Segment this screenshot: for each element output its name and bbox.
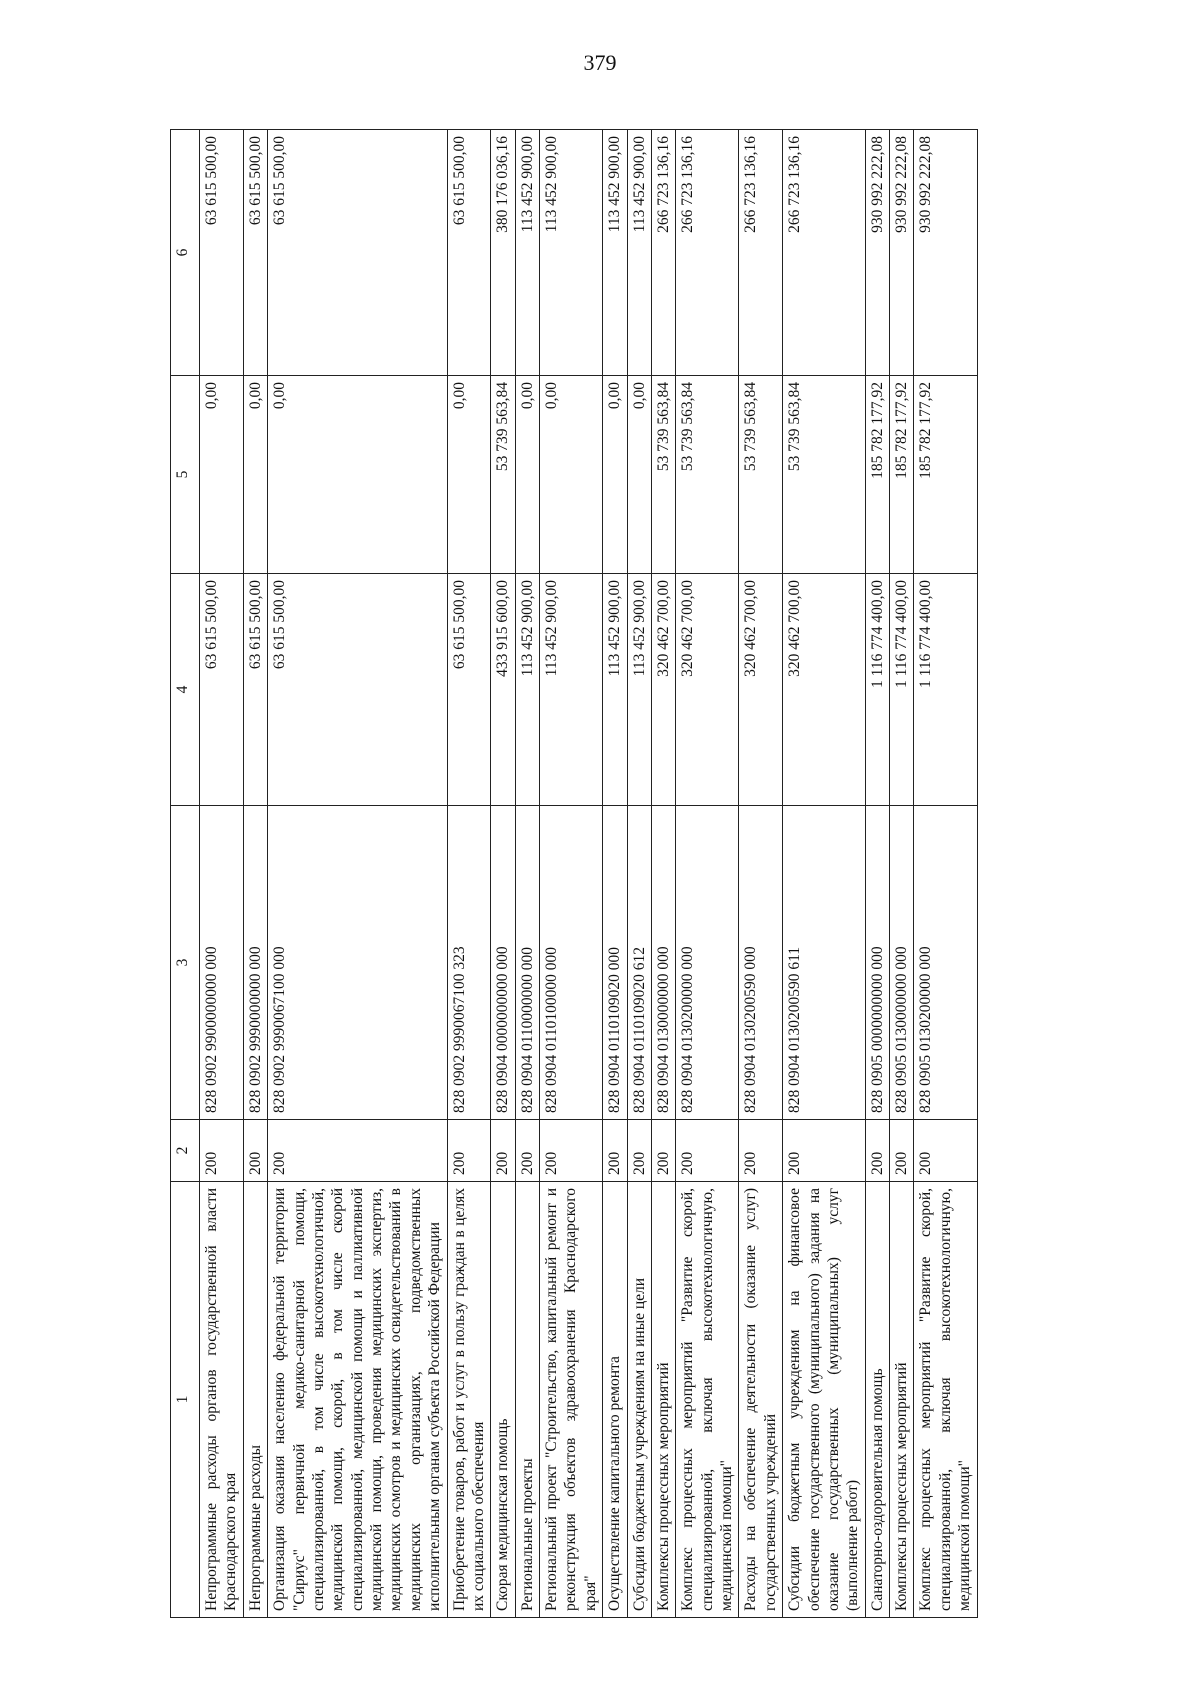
row-code-cell: 828 0902 9990067100 323 (447, 806, 491, 1120)
row-column-2-cell: 200 (540, 1120, 603, 1182)
row-name-cell: Санаторно-оздоровительная помощь (865, 1182, 889, 1618)
row-column-2-cell: 200 (243, 1120, 267, 1182)
row-change-cell: 0,00 (627, 376, 651, 574)
row-amount-cell: 1 116 774 400,00 (914, 574, 977, 806)
row-amount-cell: 113 452 900,00 (515, 574, 539, 806)
table-row (676, 130, 739, 1618)
row-code-cell: 828 0904 0000000000 000 (491, 806, 515, 1120)
row-column-2-cell: 200 (890, 1120, 914, 1182)
header-row (171, 130, 200, 1618)
row-name-cell: Непрограммные расходы органов государственной власти Краснодарского края (200, 1182, 244, 1618)
row-column-2-cell: 200 (914, 1120, 977, 1182)
row-amount-cell: 1 116 774 400,00 (890, 574, 914, 806)
row-total-cell: 113 452 900,00 (540, 130, 603, 376)
table-row (890, 130, 914, 1618)
row-amount-cell: 63 615 500,00 (447, 574, 491, 806)
page-number: 379 (583, 50, 617, 75)
row-name-cell: Непрограммные расходы (243, 1182, 267, 1618)
row-name-cell: Осуществление капитального ремонта (603, 1182, 627, 1618)
row-change-cell: 0,00 (243, 376, 267, 574)
row-amount-cell: 63 615 500,00 (200, 574, 244, 806)
row-total-cell: 113 452 900,00 (627, 130, 651, 376)
header-cell: 4 (171, 574, 200, 806)
table-row (783, 130, 866, 1618)
header-cell: 3 (171, 806, 200, 1120)
row-change-cell: 0,00 (515, 376, 539, 574)
row-change-cell: 185 782 177,92 (890, 376, 914, 574)
table-row (447, 130, 491, 1618)
row-name-cell: Субсидии бюджетным учреждениям на иные цели (627, 1182, 651, 1618)
row-column-2-cell: 200 (603, 1120, 627, 1182)
row-code-cell: 828 0904 0110109020 000 (603, 806, 627, 1120)
table-row (491, 130, 515, 1618)
row-name-cell: Комплексы процессных мероприятий (890, 1182, 914, 1618)
row-change-cell: 185 782 177,92 (914, 376, 977, 574)
row-column-2-cell: 200 (268, 1120, 447, 1182)
row-total-cell: 930 992 222,08 (914, 130, 977, 376)
row-column-2-cell: 200 (651, 1120, 675, 1182)
row-amount-cell: 1 116 774 400,00 (865, 574, 889, 806)
row-amount-cell: 113 452 900,00 (627, 574, 651, 806)
row-column-2-cell: 200 (447, 1120, 491, 1182)
row-total-cell: 380 176 036,16 (491, 130, 515, 376)
row-name-cell: Субсидии бюджетным учреждениям на финансовое обеспечение государственного (муниципального) задания на оказание государственных (муниципальных) услуг (выполнение работ) (783, 1182, 866, 1618)
row-column-2-cell: 200 (200, 1120, 244, 1182)
row-code-cell: 828 0905 0130200000 000 (914, 806, 977, 1120)
table-row (627, 130, 651, 1618)
row-code-cell: 828 0902 9990000000 000 (243, 806, 267, 1120)
row-total-cell: 930 992 222,08 (890, 130, 914, 376)
row-amount-cell: 113 452 900,00 (603, 574, 627, 806)
row-code-cell: 828 0902 9990067100 000 (268, 806, 447, 1120)
header-cell: 6 (171, 130, 200, 376)
row-amount-cell: 320 462 700,00 (651, 574, 675, 806)
row-total-cell: 266 723 136,16 (783, 130, 866, 376)
row-name-cell: Приобретение товаров, работ и услуг в пользу граждан в целях их социального обеспечения (447, 1182, 491, 1618)
row-name-cell: Региональный проект "Строительство, капитальный ремонт и реконструкция объектов здравоохранения Краснодарского края" (540, 1182, 603, 1618)
row-column-2-cell: 200 (515, 1120, 539, 1182)
table-row (243, 130, 267, 1618)
header-cell: 2 (171, 1120, 200, 1182)
row-change-cell: 53 739 563,84 (676, 376, 739, 574)
row-change-cell: 0,00 (603, 376, 627, 574)
row-total-cell: 63 615 500,00 (268, 130, 447, 376)
row-total-cell: 63 615 500,00 (200, 130, 244, 376)
row-code-cell: 828 0905 0130000000 000 (890, 806, 914, 1120)
row-change-cell: 53 739 563,84 (651, 376, 675, 574)
row-code-cell: 828 0904 0130200590 000 (739, 806, 783, 1120)
row-amount-cell: 320 462 700,00 (783, 574, 866, 806)
budget-table (170, 129, 978, 1618)
row-code-cell: 828 0904 0110109020 612 (627, 806, 651, 1120)
table-row (651, 130, 675, 1618)
row-code-cell: 828 0904 0130200590 611 (783, 806, 866, 1120)
row-change-cell: 53 739 563,84 (491, 376, 515, 574)
row-change-cell: 53 739 563,84 (783, 376, 866, 574)
row-amount-cell: 433 915 600,00 (491, 574, 515, 806)
row-name-cell: Организация оказания населению федеральной территории "Сириус" первичной медико-санитарной помощи, специализированной, в том числе высокотехнологичной, медицинской помощи, скорой, в том числе скорой специализированной, медицинской помощи и паллиативной медицинской помощи, проведения медицинских экспертиз, медицинских осмотров и медицинских освидетельствований в медицинских организациях, подведомственных исполнительным органам субъекта Российской Федерации (268, 1182, 447, 1618)
row-column-2-cell: 200 (627, 1120, 651, 1182)
table-row (200, 130, 244, 1618)
table-row (540, 130, 603, 1618)
row-column-2-cell: 200 (865, 1120, 889, 1182)
row-total-cell: 266 723 136,16 (651, 130, 675, 376)
row-name-cell: Комплекс процессных мероприятий "Развитие скорой, специализированной, включая высокотехнологичную, медицинской помощи" (676, 1182, 739, 1618)
table-row (739, 130, 783, 1618)
row-total-cell: 930 992 222,08 (865, 130, 889, 376)
row-change-cell: 0,00 (268, 376, 447, 574)
header-cell: 1 (171, 1182, 200, 1618)
budget-table-rotated (170, 130, 1060, 1618)
row-amount-cell: 113 452 900,00 (540, 574, 603, 806)
row-change-cell: 0,00 (200, 376, 244, 574)
row-column-2-cell: 200 (739, 1120, 783, 1182)
row-change-cell: 185 782 177,92 (865, 376, 889, 574)
row-name-cell: Комплексы процессных мероприятий (651, 1182, 675, 1618)
row-amount-cell: 63 615 500,00 (243, 574, 267, 806)
row-code-cell: 828 0904 0130000000 000 (651, 806, 675, 1120)
row-code-cell: 828 0904 0130200000 000 (676, 806, 739, 1120)
row-change-cell: 53 739 563,84 (739, 376, 783, 574)
row-change-cell: 0,00 (447, 376, 491, 574)
row-code-cell: 828 0904 0110000000 000 (515, 806, 539, 1120)
row-name-cell: Комплекс процессных мероприятий "Развитие скорой, специализированной, включая высокотехнологичную, медицинской помощи" (914, 1182, 977, 1618)
row-column-2-cell: 200 (783, 1120, 866, 1182)
row-amount-cell: 320 462 700,00 (676, 574, 739, 806)
row-total-cell: 63 615 500,00 (447, 130, 491, 376)
row-code-cell: 828 0902 9900000000 000 (200, 806, 244, 1120)
table-row (268, 130, 447, 1618)
header-cell: 5 (171, 376, 200, 574)
table-row (914, 130, 977, 1618)
row-total-cell: 113 452 900,00 (515, 130, 539, 376)
row-change-cell: 0,00 (540, 376, 603, 574)
row-column-2-cell: 200 (491, 1120, 515, 1182)
row-name-cell: Расходы на обеспечение деятельности (оказание услуг) государственных учреждений (739, 1182, 783, 1618)
row-name-cell: Региональные проекты (515, 1182, 539, 1618)
row-code-cell: 828 0904 0110100000 000 (540, 806, 603, 1120)
table-row (515, 130, 539, 1618)
row-total-cell: 266 723 136,16 (676, 130, 739, 376)
row-total-cell: 266 723 136,16 (739, 130, 783, 376)
row-column-2-cell: 200 (676, 1120, 739, 1182)
row-code-cell: 828 0905 0000000000 000 (865, 806, 889, 1120)
table-row (865, 130, 889, 1618)
row-total-cell: 63 615 500,00 (243, 130, 267, 376)
row-amount-cell: 320 462 700,00 (739, 574, 783, 806)
row-total-cell: 113 452 900,00 (603, 130, 627, 376)
table-row (603, 130, 627, 1618)
row-name-cell: Скорая медицинская помощь (491, 1182, 515, 1618)
row-amount-cell: 63 615 500,00 (268, 574, 447, 806)
